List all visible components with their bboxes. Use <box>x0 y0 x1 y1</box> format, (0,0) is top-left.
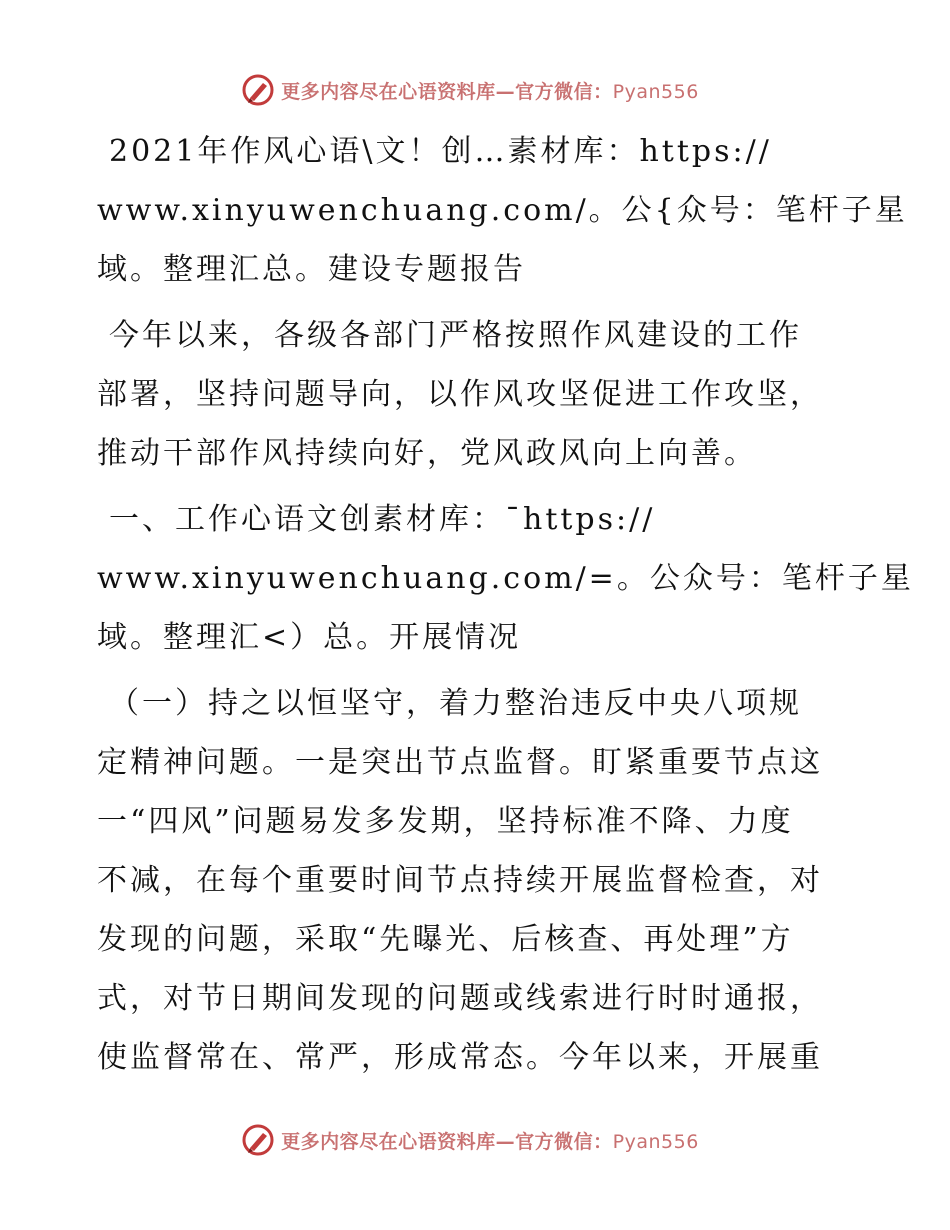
pen-logo-icon <box>241 1123 275 1157</box>
text-line: 域。整理汇<）总。开展情况 <box>97 620 522 655</box>
watermark-text <box>281 1127 699 1154</box>
pen-logo-icon <box>241 73 275 107</box>
text-line: 不减，在每个重要时间节点持续开展监督检查，对 <box>97 863 823 898</box>
watermark-cn: 更多内容尽在心语资料库—官方微信： <box>281 80 613 103</box>
header-watermark <box>0 70 950 110</box>
watermark-group <box>241 1123 699 1157</box>
text-line: 定精神问题。一是突出节点监督。盯紧重要节点这 <box>97 745 823 780</box>
document-body <box>97 122 914 1094</box>
text-line: 使监督常在、常严，形成常态。今年以来，开展重 <box>97 1040 823 1075</box>
watermark-cn: 更多内容尽在心语资料库—官方微信： <box>281 1130 613 1153</box>
text-line: 推动干部作风持续向好，党风政风向上向善。 <box>97 436 757 471</box>
text-line: www.xinyuwenchuang.com/。公{众号：笔杆子星 <box>97 193 908 228</box>
text-line: 一、工作心语文创素材库：¯https:// <box>109 502 656 537</box>
text-line: 2021年作风心语\文！创…素材库：https:// <box>109 134 772 169</box>
text-line: 部署，坚持问题导向，以作风攻坚促进工作攻坚， <box>97 377 823 412</box>
text-line: 一“四风”问题易发多发期，坚持标准不降、力度 <box>97 804 794 839</box>
text-line: 域。整理汇总。建设专题报告 <box>97 252 526 287</box>
paragraph-intro <box>97 306 857 483</box>
text-line: www.xinyuwenchuang.com/=。公众号：笔杆子星 <box>97 561 914 596</box>
watermark-group <box>241 73 699 107</box>
paragraph-title <box>97 122 908 299</box>
footer-watermark <box>0 1120 950 1160</box>
text-line: （一）持之以恒坚守，着力整治违反中央八项规 <box>109 686 802 721</box>
watermark-text <box>281 77 699 104</box>
text-line: 式，对节日期间发现的问题或线索进行时时通报， <box>97 981 823 1016</box>
paragraph-subsection <box>97 674 857 1087</box>
text-line: 发现的问题，采取“先曝光、后核查、再处理”方 <box>97 922 794 957</box>
watermark-wechat-id: Pyan556 <box>612 80 699 103</box>
paragraph-section-heading <box>97 490 914 667</box>
text-line: 今年以来，各级各部门严格按照作风建设的工作 <box>109 318 802 353</box>
watermark-wechat-id: Pyan556 <box>612 1130 699 1153</box>
